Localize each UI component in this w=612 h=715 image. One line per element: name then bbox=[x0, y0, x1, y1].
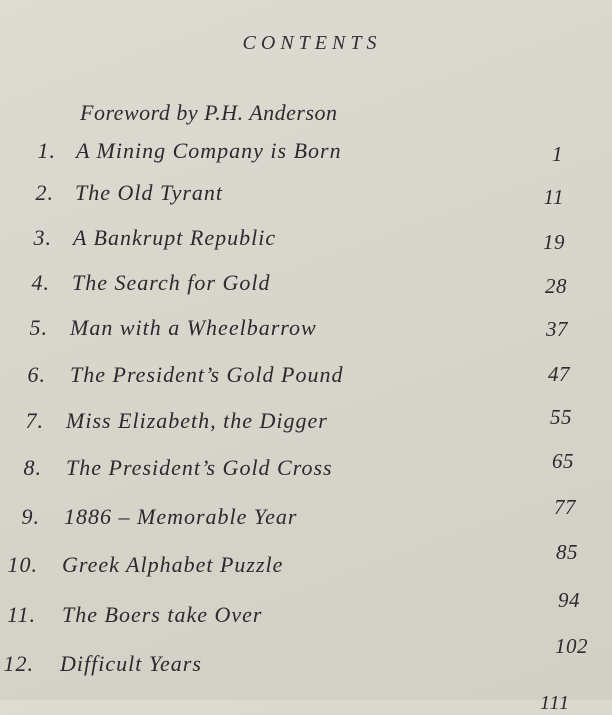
entry-title: Man with a Wheelbarrow bbox=[70, 315, 317, 340]
entry-title: The Search for Gold bbox=[72, 270, 271, 295]
entry-title: Miss Elizabeth, the Digger bbox=[66, 408, 328, 433]
foreword-line: Foreword by P.H. Anderson bbox=[80, 100, 338, 125]
entry-page: 28 bbox=[545, 274, 567, 298]
entry-number: 5. bbox=[29, 315, 48, 340]
entry-page: 94 bbox=[558, 588, 580, 612]
entry-title: Greek Alphabet Puzzle bbox=[62, 552, 284, 577]
entry-number: 8. bbox=[23, 455, 42, 480]
entry-number: 10. bbox=[7, 552, 38, 577]
entry-page: 1 bbox=[552, 142, 563, 166]
entry-title: The President’s Gold Pound bbox=[70, 362, 344, 387]
entry-number: 1. bbox=[37, 138, 56, 163]
entry-title: The President’s Gold Cross bbox=[66, 455, 333, 480]
entry-number: 11. bbox=[7, 602, 36, 627]
entry-page: 11 bbox=[543, 185, 564, 209]
entry-title: The Boers take Over bbox=[62, 602, 263, 627]
page-title: CONTENTS bbox=[242, 32, 382, 54]
entry-number: 9. bbox=[21, 504, 40, 529]
entry-page: 65 bbox=[552, 449, 574, 473]
entry-title: A Bankrupt Republic bbox=[73, 225, 277, 250]
entry-page: 37 bbox=[546, 317, 568, 341]
entry-page: 77 bbox=[554, 495, 576, 519]
entry-number: 3. bbox=[33, 225, 52, 250]
entry-title: The Old Tyrant bbox=[75, 180, 224, 205]
entry-number: 4. bbox=[31, 270, 50, 295]
entry-number: 12. bbox=[3, 651, 34, 676]
entry-title: Difficult Years bbox=[60, 651, 202, 676]
entry-page: 19 bbox=[543, 230, 565, 254]
entry-title: A Mining Company is Born bbox=[76, 138, 342, 163]
entry-page: 55 bbox=[550, 405, 572, 429]
cut-off-page-number: 111 bbox=[540, 692, 571, 714]
entry-title: 1886 – Memorable Year bbox=[64, 504, 298, 529]
entry-number: 7. bbox=[25, 408, 44, 433]
entry-number: 6. bbox=[27, 362, 46, 387]
entry-page: 47 bbox=[548, 362, 570, 386]
entry-page: 102 bbox=[555, 634, 588, 658]
entry-page: 85 bbox=[556, 540, 578, 564]
entry-number: 2. bbox=[35, 180, 54, 205]
